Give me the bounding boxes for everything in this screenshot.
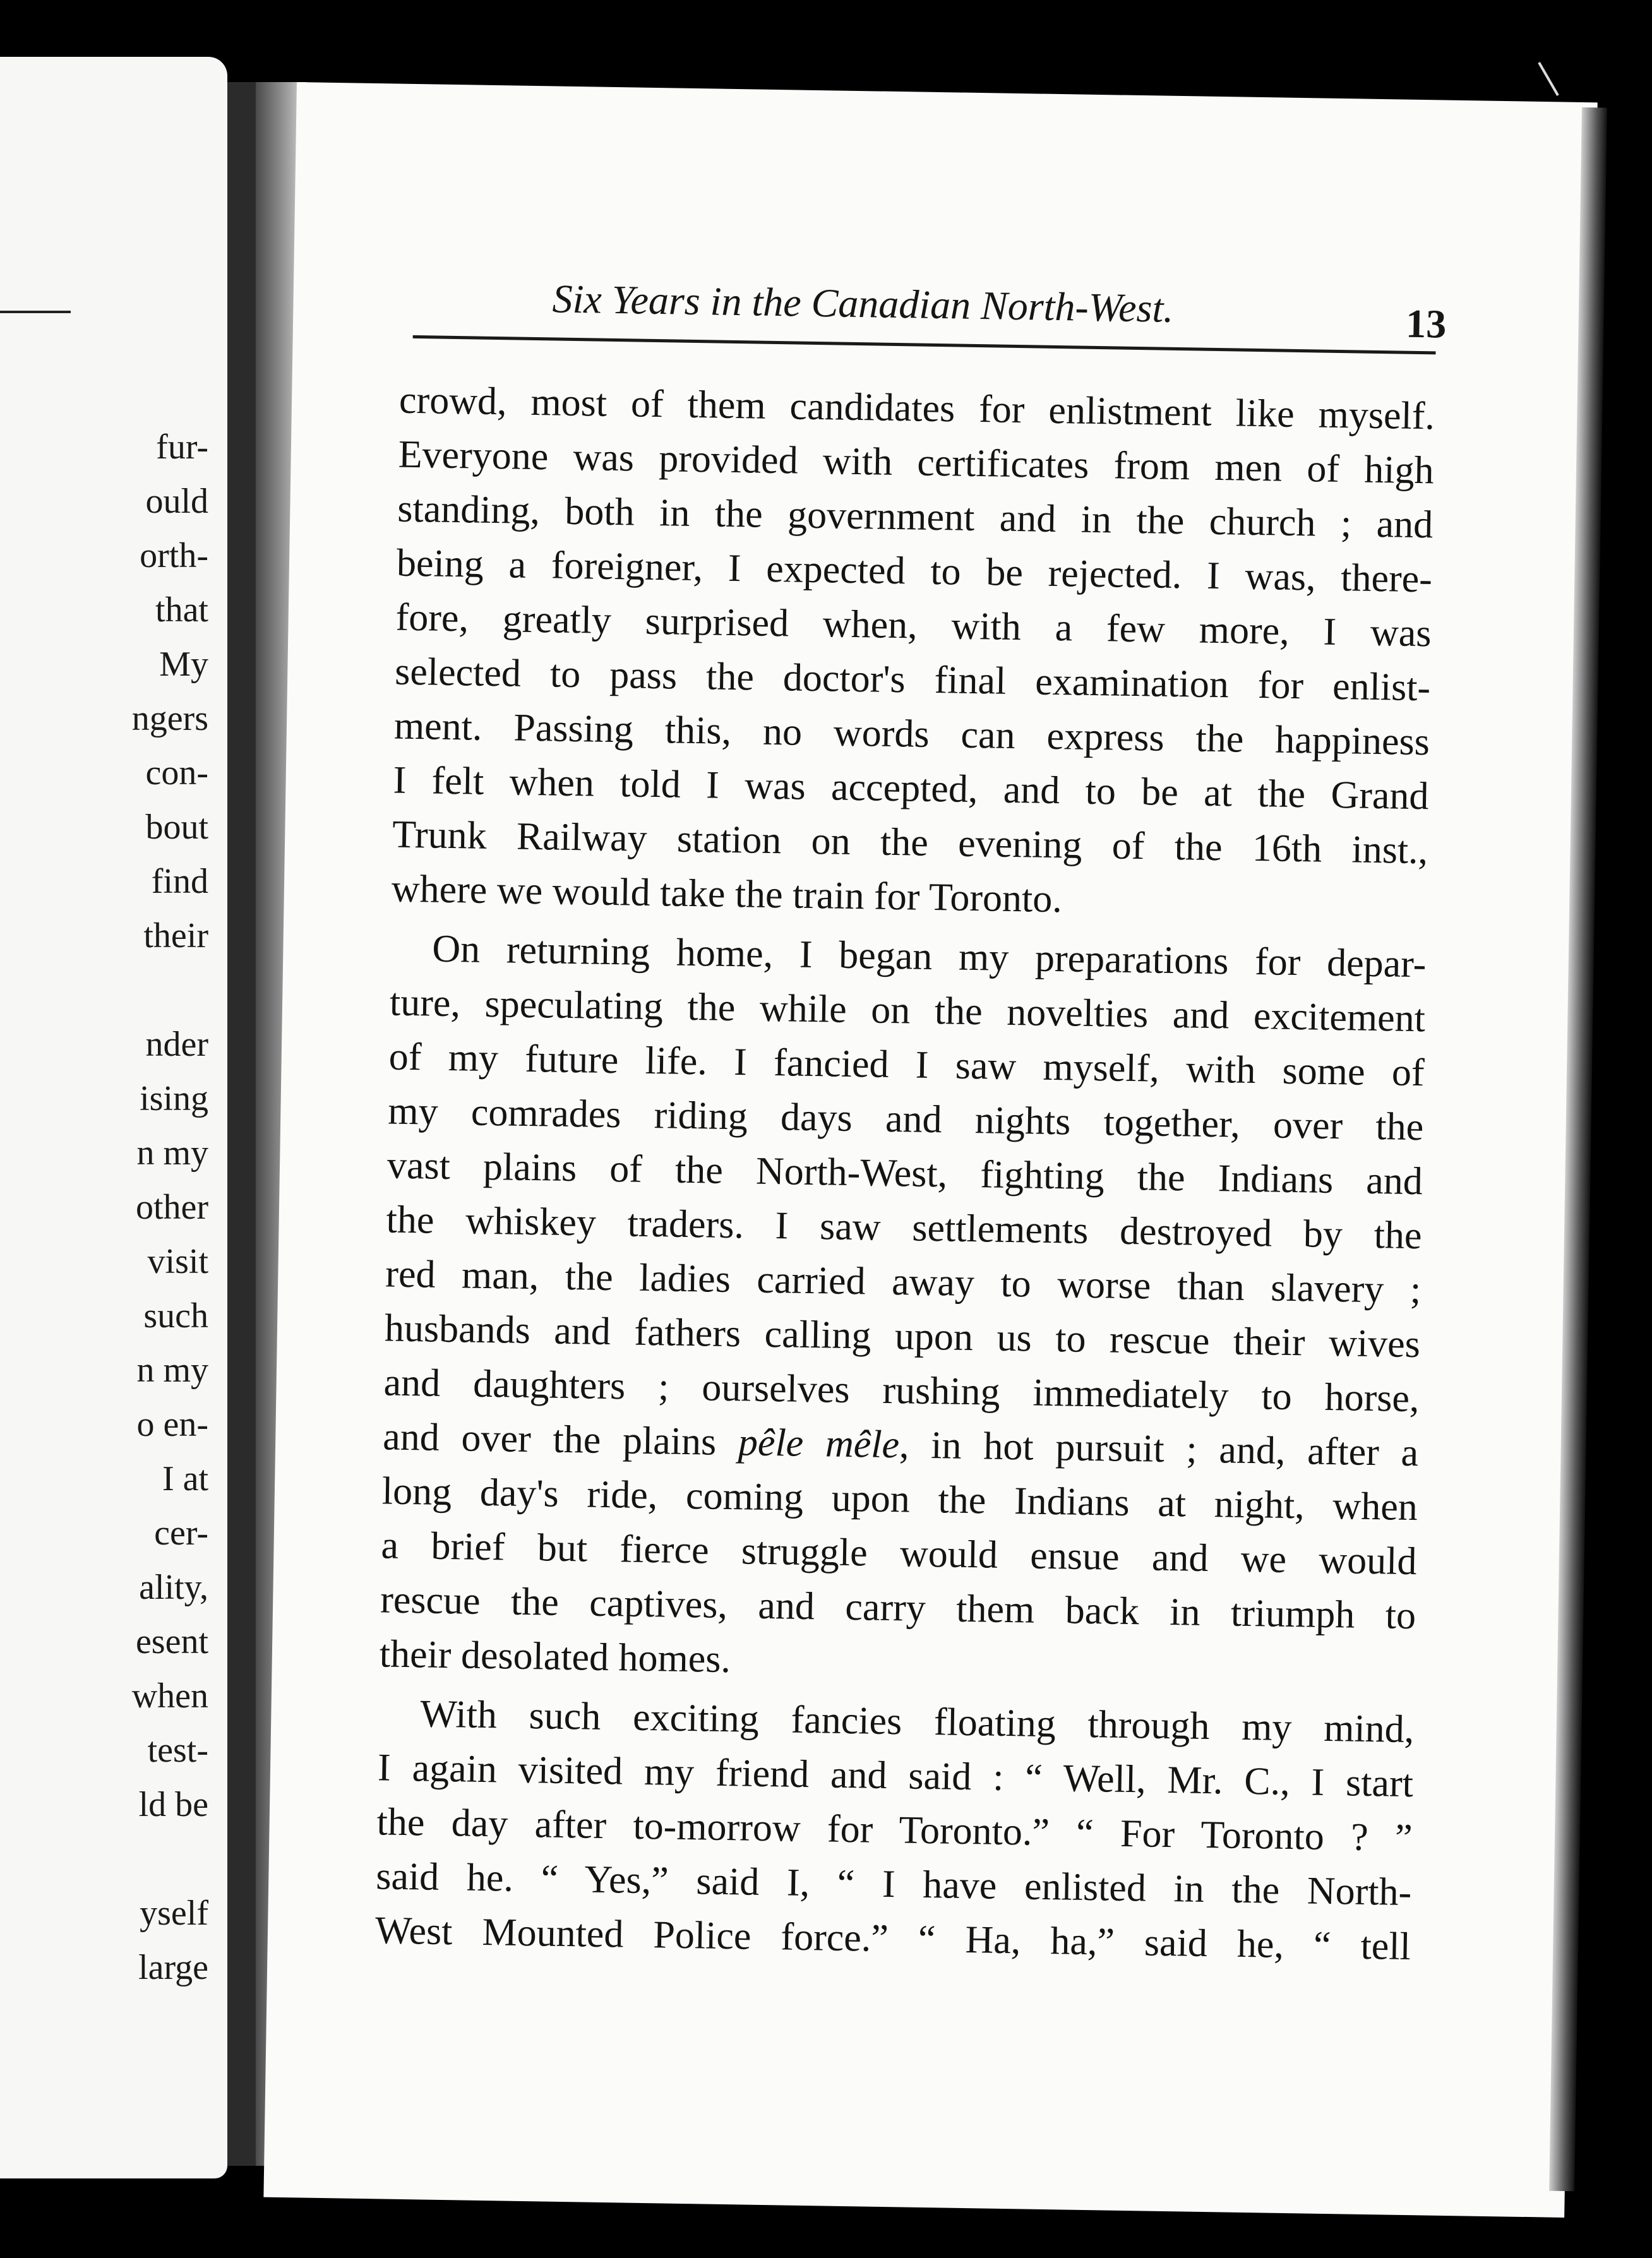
- text-line: said he. “ Yes,” said I, “ I have enlisted in the North-: [375, 1855, 1412, 1915]
- text-line: crowd, most of them candidates for enlistment like myself.: [398, 378, 1435, 438]
- left-page-line: their: [143, 916, 208, 955]
- left-page-line: yself: [140, 1894, 208, 1933]
- scan-mark: [1538, 62, 1559, 96]
- paragraph-1: [391, 378, 1435, 940]
- text-line: and daughters ; ourselves rushing immediately to horse,: [383, 1361, 1420, 1421]
- left-page-line: that: [155, 590, 208, 630]
- left-page-line: ngers: [131, 699, 208, 738]
- left-page-line: cer-: [154, 1514, 208, 1553]
- left-page-line: when: [131, 1676, 208, 1716]
- left-page-line: esent: [135, 1622, 208, 1661]
- text-line: their desolated homes.: [379, 1632, 731, 1682]
- text-line: my comrades riding days and nights together, over the: [387, 1089, 1424, 1149]
- left-page-line: n my: [136, 1351, 208, 1390]
- left-page-line: other: [135, 1188, 208, 1227]
- left-page-line: I at: [162, 1459, 208, 1498]
- text-line: where we would take the train for Toronto.: [391, 867, 1063, 921]
- left-page-line: con-: [145, 753, 208, 792]
- text-line: the whiskey traders. I saw settlements destroyed by the: [386, 1198, 1423, 1258]
- left-page-line: fur-: [156, 427, 208, 467]
- text-line: husbands and fathers calling upon us to rescue their wives: [384, 1306, 1421, 1366]
- left-page-line: bout: [145, 808, 208, 847]
- left-page-line: nder: [145, 1025, 208, 1064]
- text-line: and over the plains pêle mêle, in hot pursuit ; and, after a: [382, 1415, 1419, 1475]
- left-page-line: large: [138, 1948, 208, 1987]
- left-page-line: orth-: [140, 536, 208, 575]
- left-page-line: ality,: [139, 1568, 208, 1607]
- left-page-line: My: [159, 645, 208, 684]
- left-page-rule: [0, 311, 71, 313]
- right-page: [263, 82, 1597, 2218]
- text-line: rescue the captives, and carry them back in triumph to: [380, 1578, 1416, 1638]
- text-line: fore, greatly surprised when, with a few more, I was: [395, 595, 1432, 655]
- text-line: red man, the ladies carried away to worse than slavery ;: [385, 1252, 1422, 1312]
- left-page-line: test-: [147, 1731, 208, 1770]
- left-page-line: o en-: [136, 1405, 208, 1444]
- header-rule: [413, 335, 1436, 354]
- body-text: [374, 378, 1435, 1981]
- text-line: of my future life. I fancied I saw myself, with some of: [388, 1035, 1425, 1095]
- text-line: the day after to-morrow for Toronto.” “ For Toronto ? ”: [376, 1800, 1413, 1860]
- left-page-line: ising: [140, 1079, 208, 1118]
- text-line: I felt when told I was accepted, and to be at the Grand: [393, 758, 1429, 818]
- text-line: Trunk Railway station on the evening of the 16th inst.,: [392, 813, 1428, 873]
- page-number: 13: [1405, 301, 1447, 347]
- paragraph-2: [379, 929, 1427, 1705]
- text-line: being a foreigner, I expected to be rejected. I was, there-: [396, 541, 1433, 601]
- text-line: selected to pass the doctor's final examination for enlist-: [394, 650, 1431, 710]
- left-page-line: visit: [147, 1242, 208, 1281]
- text-line: a brief but fierce struggle would ensue and we would: [381, 1524, 1417, 1584]
- text-line: Everyone was provided with certificates from men of high: [398, 433, 1435, 493]
- text-line: vast plains of the North-West, fighting the Indians and: [386, 1144, 1423, 1204]
- text-line: On returning home, I began my preparations for depar-: [431, 927, 1427, 986]
- text-line: ment. Passing this, no words can express the happiness: [393, 704, 1430, 764]
- left-page-line: such: [143, 1296, 208, 1335]
- paragraph-3: [374, 1694, 1415, 1981]
- text-line: long day's ride, coming upon the Indians at night, when: [381, 1469, 1418, 1529]
- text-line: West Mounted Police force.” “ Ha, ha,” said he, “ tell: [374, 1909, 1411, 1969]
- left-page-line: find: [151, 862, 208, 901]
- running-head: Six Years in the Canadian North-West.: [552, 276, 1174, 331]
- left-page-line: ould: [145, 482, 208, 521]
- text-line: With such exciting fancies floating through my mind,: [419, 1692, 1415, 1752]
- italic-phrase: pêle mêle: [738, 1421, 900, 1467]
- left-page: [0, 57, 227, 2178]
- text-line: standing, both in the government and in the church ; and: [397, 487, 1434, 547]
- left-page-line: n my: [136, 1133, 208, 1173]
- text-line: I again visited my friend and said : “ Well, Mr. C., I start: [377, 1746, 1414, 1806]
- text-line: ture, speculating the while on the novelties and excitement: [389, 981, 1426, 1041]
- left-page-line: ld be: [138, 1785, 208, 1824]
